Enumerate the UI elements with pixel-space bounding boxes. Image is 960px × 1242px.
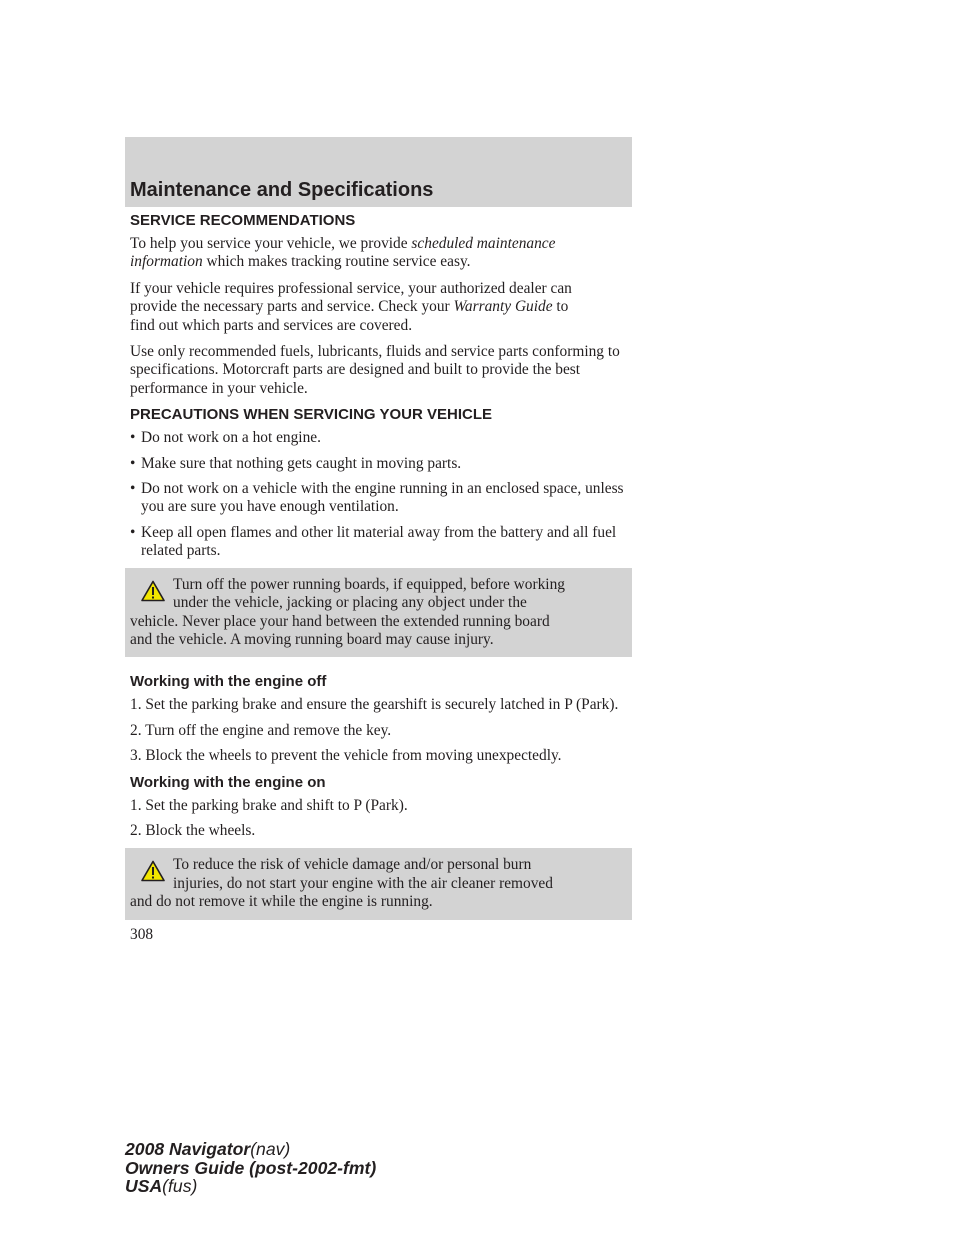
document-footer <box>125 1140 376 1196</box>
engine-on-heading: Working with the engine on <box>130 773 326 791</box>
warning-triangle-icon <box>141 580 165 602</box>
engine-off-step-2: 2. Turn off the engine and remove the key. <box>130 721 392 739</box>
engine-off-step-3: 3. Block the wheels to prevent the vehicle from moving unexpectedly. <box>130 747 562 765</box>
service-paragraph-2: If your vehicle requires professional service, your authorized dealer can provide the necessary parts and service. Check your Warranty Guide to find out which parts and services are covered. <box>130 279 572 334</box>
chapter-header <box>125 137 632 207</box>
footer-line-2: Owners Guide (post-2002-fmt) <box>125 1157 377 1178</box>
engine-off-heading: Working with the engine off <box>130 673 327 691</box>
list-item: • Make sure that nothing gets caught in moving parts. <box>130 454 462 472</box>
precautions-heading: PRECAUTIONS WHEN SERVICING YOUR VEHICLE <box>130 406 492 424</box>
air-cleaner-warning: To reduce the risk of vehicle damage and/or personal burn injuries, do not start your engine with the air cleaner removed and do not remove it while the engine is running. <box>125 848 632 919</box>
precautions-list <box>130 429 630 560</box>
list-item: • Do not work on a hot engine. <box>130 429 321 447</box>
list-item: • Keep all open flames and other lit material away from the battery and all fuel related parts. <box>130 523 617 560</box>
service-recommendations-heading: SERVICE RECOMMENDATIONS <box>130 212 356 229</box>
service-paragraph-1: To help you service your vehicle, we provide scheduled maintenance information which makes tracking routine service easy. <box>130 235 556 271</box>
engine-on-step-2: 2. Block the wheels. <box>130 821 256 839</box>
service-paragraph-3: Use only recommended fuels, lubricants, fluids and service parts conforming to specifications. Motorcraft parts are designed and built to provide the best performance in your vehicle. <box>130 343 620 397</box>
footer-line-3: USA(fus) <box>125 1176 198 1196</box>
engine-on-step-1: 1. Set the parking brake and shift to P (Park). <box>130 796 408 814</box>
page-content <box>130 212 630 936</box>
footer-line-1: 2008 Navigator(nav) <box>125 1139 291 1159</box>
chapter-title: Maintenance and Specifications <box>130 179 434 201</box>
engine-off-step-1: 1. Set the parking brake and ensure the gearshift is securely latched in P (Park). <box>130 696 619 714</box>
warning-triangle-icon <box>141 860 165 882</box>
page-number: 308 <box>130 926 154 943</box>
list-item: • Do not work on a vehicle with the engine running in an enclosed space, unless you are sure you have enough ventilation. <box>130 480 624 516</box>
running-board-warning: Turn off the power running boards, if equipped, before working under the vehicle, jacking or placing any object under the vehicle. Never place your hand between the extended running board and the vehicle. A moving running board may cause injury. <box>125 568 632 658</box>
